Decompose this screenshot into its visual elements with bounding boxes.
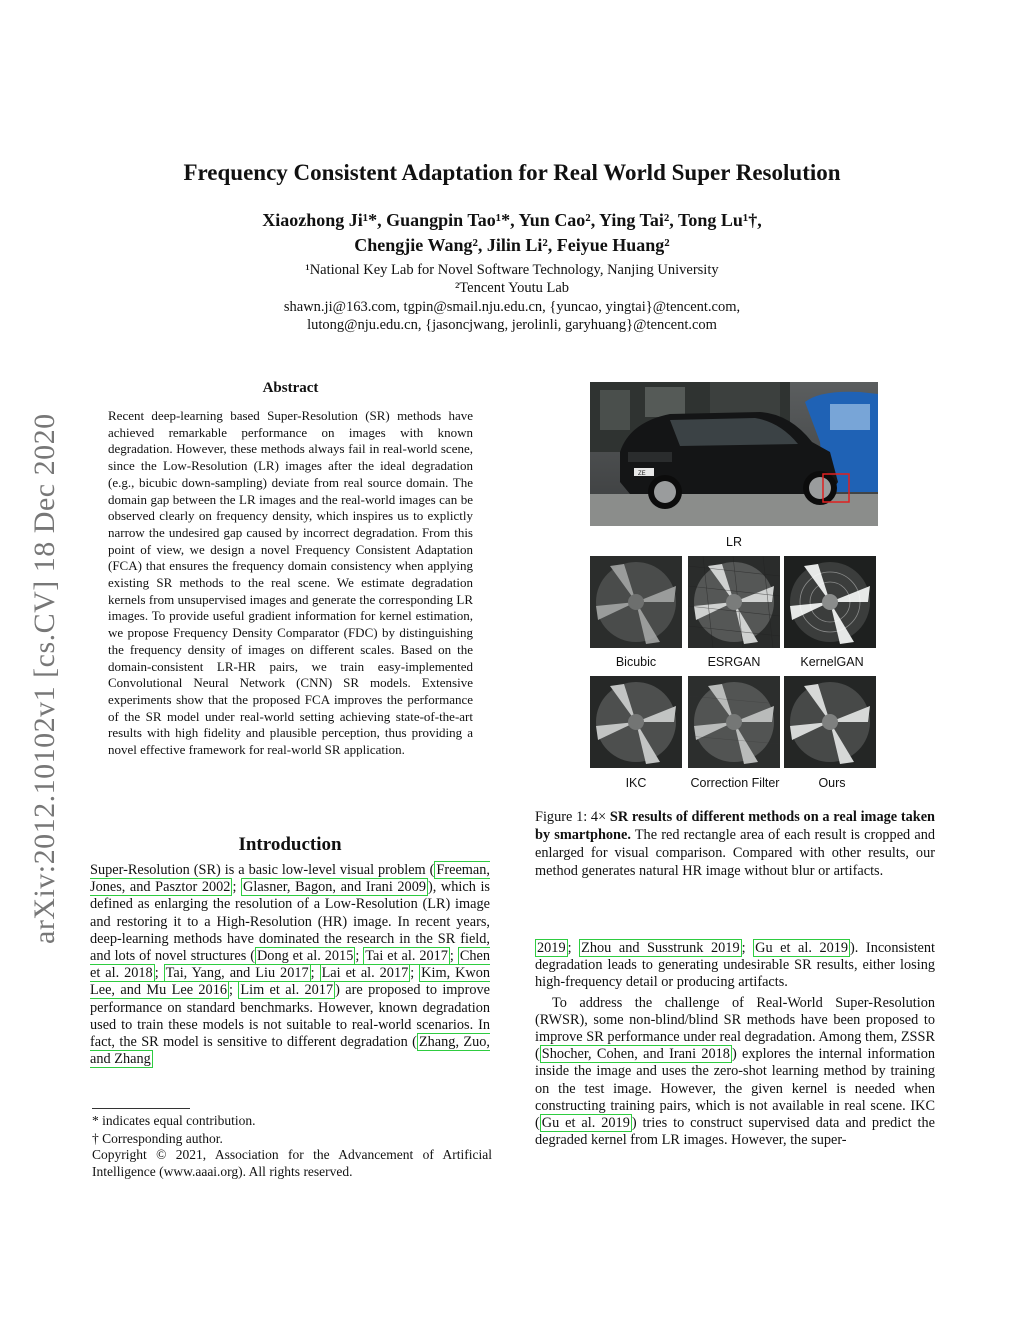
- crop-kernelgan: [784, 556, 876, 648]
- abstract-heading: Abstract: [262, 380, 319, 396]
- copyright-notice: Copyright © 2021, Association for the Advancement of Artificial Intelligence (www.aaai.org). All rights reserved.: [92, 1147, 492, 1179]
- figure-label-correction-filter: Correction Filter: [690, 776, 780, 790]
- footnote-corresponding-author: † Corresponding author.: [92, 1131, 223, 1146]
- paper-title: Frequency Consistent Adaptation for Real World Super Resolution: [183, 160, 841, 185]
- citation-link[interactable]: Tai et al. 2017: [365, 948, 448, 965]
- lr-car-photo: [590, 382, 878, 526]
- crop-correction-filter: [688, 676, 780, 768]
- citation-link[interactable]: Kim, Kwon Lee, and Mu Lee 2016: [90, 965, 491, 999]
- arxiv-identifier: arXiv:2012.10102v1 [cs.CV] 18 Dec 2020: [28, 413, 61, 944]
- figure-label-kernelgan: KernelGAN: [800, 655, 864, 669]
- figure-label-ours: Ours: [818, 776, 846, 790]
- emails-line-1: shawn.ji@163.com, tgpin@smail.nju.edu.cn, {yuncao, yingtai}@tencent.com,: [283, 299, 741, 315]
- footnote-equal-contribution: * indicates equal contribution.: [92, 1113, 256, 1128]
- citation-link[interactable]: Chen et al. 2018: [90, 948, 491, 982]
- citation-link[interactable]: 2019: [537, 940, 566, 956]
- citation-link[interactable]: Glasner, Bagon, and Irani 2009: [243, 879, 426, 896]
- figure-label-bicubic: Bicubic: [615, 655, 657, 669]
- introduction-paragraph: Super-Resolution (SR) is a basic low-level visual problem ( Freeman, Jones, and Pasztor 2002 ; Glasner, Bagon, and Irani 2009 ), which is defined as enlarging the resolution of a Low-Resolution (LR) image and restoring it to a High-Resolution (HR) image. In recent years, deep-learning methods have dominated the research in the SR field, and lots of novel structures ( Dong et al. 2015 ; Tai et al. 2017 ; Chen et al. 2018 ; Tai, Yang, and Liu 2017 ; Lai et al. 2017 ; Kim, Kwon Lee, and Mu Lee 2016 ; Lim et al. 2017 ) are proposed to improve performance on standard benchmarks. However, known degradation used to train these models is not suitable to real-world scenarios. In fact, the SR model is sensitive to different degradation ( Zhang, Zuo, and Zhang: [90, 862, 491, 1068]
- crop-bicubic: [590, 556, 682, 648]
- citation-link[interactable]: Zhou and Susstrunk 2019: [581, 940, 740, 956]
- figure-label-ikc: IKC: [625, 776, 647, 790]
- figure-caption: Figure 1: 4× SR results of different methods on a real image taken by smartphone. The red rectangle area of each result is cropped and enlarged for visual comparison. Compared with other results, our method generates natural HR image without blur or artifacts.: [535, 809, 936, 879]
- introduction-heading: Introduction: [238, 834, 342, 855]
- citation-link[interactable]: Shocher, Cohen, and Irani 2018: [541, 1046, 730, 1063]
- crop-ours: [784, 676, 876, 768]
- citation-link[interactable]: Lai et al. 2017: [321, 965, 409, 982]
- citation-link[interactable]: Dong et al. 2015: [256, 948, 354, 965]
- figure-label-lr: LR: [726, 535, 742, 549]
- citation-link[interactable]: Lim et al. 2017: [240, 982, 334, 999]
- citation-link[interactable]: Gu et al. 2019: [541, 1115, 630, 1132]
- emails-line-2: lutong@nju.edu.cn, {jasoncjwang, jerolinli, garyhuang}@tencent.com: [307, 317, 717, 333]
- abstract-text: Recent deep-learning based Super-Resolution (SR) methods have achieved remarkable performance on images with known degradation. However, these methods always fail in real-world scene, since the Low-Resolution (LR) images after the ideal degradation (e.g., bicubic down-sampling) deviate from real source domain. The domain gap between the LR images and the real-world images can be observed clearly on frequency density, which inspires us to explictly narrow the undesired gap caused by incorrect degradation. From this point of view, we design a novel Frequency Consistent Adaptation (FCA) that ensures the frequency domain consistency when applying existing SR methods to the real scene. We estimate degradation kernels from unsupervised images and generate the corresponding LR images. To provide useful gradient information for kernel estimation, we propose Frequency Density Comparator (FDC) by distinguishing the frequency density of images on different scales. Based on the domain-consistent LR-HR pairs, we train easy-implemented Convolutional Neural Network (CNN) SR models. Extensive experiments show that the proposed FCA improves the performance of the SR model under real-world setting achieving state-of-the-art results with high fidelity and plausible perception, thus providing a novel effective framework for real-world SR application.: [108, 408, 473, 758]
- citation-link[interactable]: Tai, Yang, and Liu 2017: [165, 965, 309, 982]
- authors-line-1: Xiaozhong Ji¹*, Guangpin Tao¹*, Yun Cao², Ying Tai², Tong Lu¹†,: [262, 210, 762, 230]
- authors-line-2: Chengjie Wang², Jilin Li², Feiyue Huang²: [354, 235, 670, 255]
- license-plate: ZE: [638, 471, 646, 477]
- footnote-rule: [92, 1108, 190, 1109]
- figure-label-esrgan: ESRGAN: [707, 655, 761, 669]
- crop-esrgan: [688, 556, 780, 648]
- citation-link[interactable]: Freeman, Jones, and Pasztor 2002: [90, 862, 490, 896]
- citation-link[interactable]: Gu et al. 2019: [755, 940, 849, 956]
- affiliation-2: ²Tencent Youtu Lab: [454, 280, 570, 296]
- crop-ikc: [590, 676, 682, 768]
- affiliation-1: ¹National Key Lab for Novel Software Technology, Nanjing University: [305, 262, 719, 278]
- citation-link[interactable]: Zhang, Zuo, and Zhang: [90, 1034, 490, 1068]
- right-column-text: 2019 ; Zhou and Susstrunk 2019 ; Gu et al. 2019 ). Inconsistent degradation leads to generating undesirable SR results, either losing high-frequency detail or producing artifacts. To address the challenge of Real-World Super-Resolution (RWSR), some non-blind/blind SR methods have been proposed to improve SR performance under real degradation. Among them, ZSSR ( Shocher, Cohen, and Irani 2018 ) explores the internal information inside the image and uses the zero-shot learning method by training on the test image. However, the given kernel is needed when constructing training pairs, which is not available in real scene. IKC ( Gu et al. 2019 ) tries to construct supervised data and predict the degraded kernel from LR images. However, the super-: [535, 940, 936, 1149]
